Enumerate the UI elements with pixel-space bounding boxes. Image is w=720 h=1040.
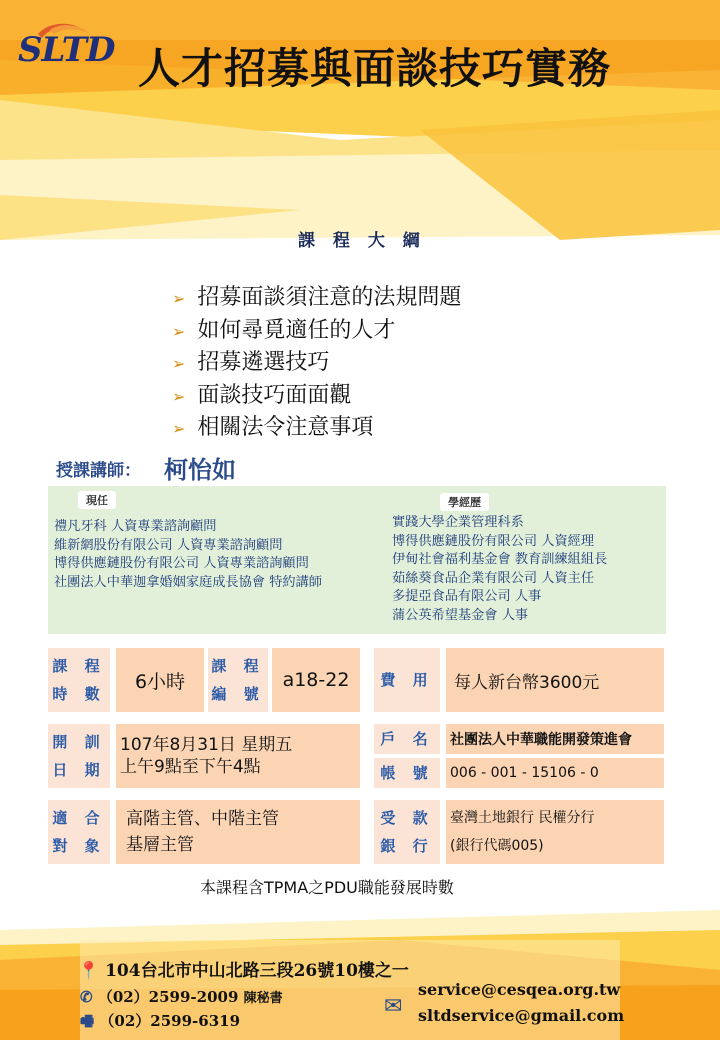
arrow-icon: ➢	[172, 386, 186, 406]
envelope-icon: ✉	[384, 994, 403, 1019]
target-audience-value: 高階主管、中階主管 基層主管	[116, 800, 360, 864]
account-name-label: 戶 名	[374, 724, 440, 754]
email-secondary[interactable]: sltdservice@gmail.com	[418, 1006, 625, 1025]
start-date-value: 107年8月31日 星期五 上午9點至下午4點	[116, 724, 360, 788]
list-item: 茹絲葵食品企業有限公司 人資主任	[392, 570, 595, 586]
arrow-icon: ➢	[172, 321, 186, 341]
phone-icon: ✆	[80, 988, 93, 1006]
list-item: 禮凡牙科 人資專業諮詢顧問	[54, 519, 217, 534]
logo-text: SLTD	[18, 30, 115, 70]
current-position-list	[54, 518, 322, 592]
start-date-label: 開 訓 日 期	[48, 724, 110, 788]
fee-value: 每人新台幣3600元	[446, 648, 664, 712]
list-item: 博得供應鏈股份有限公司 人資經理	[392, 533, 595, 549]
outline-item: ➢ 相關法令注意事項	[172, 415, 374, 440]
pdu-note: 本課程含TPMA之PDU職能發展時數	[200, 878, 454, 897]
hours-label: 課 程 時 數	[48, 648, 110, 712]
instructor-name: 柯怡如	[164, 455, 236, 484]
outline-title: 課 程 大 綱	[298, 231, 426, 251]
course-code-label: 課 程 編 號	[208, 648, 268, 712]
account-name-value: 社團法人中華職能開發策進會	[446, 724, 664, 754]
hours-value: 6小時	[116, 648, 204, 712]
list-item: 博得供應鏈股份有限公司 人資專業諮詢顧問	[54, 556, 309, 571]
receiving-bank-value: 臺灣土地銀行 民權分行 (銀行代碼005)	[446, 800, 664, 864]
fee-label: 費 用	[374, 648, 440, 712]
arrow-icon: ➢	[172, 419, 186, 438]
account-number-value: 006 - 001 - 15106 - 0	[446, 758, 664, 788]
outline-item: ➢ 招募遴選技巧	[172, 350, 330, 375]
list-item: 蒲公英希望基金會 人事	[392, 607, 529, 623]
receiving-bank-label: 受 款 銀 行	[374, 800, 440, 864]
course-code-value: a18-22	[272, 648, 360, 712]
list-item: 維新網股份有限公司 人資專業諮詢顧問	[54, 537, 283, 553]
instructor-label: 授課講師：	[56, 461, 141, 481]
outline-item: ➢ 招募面談須注意的法規問題	[172, 285, 462, 310]
list-item: 社團法人中華迦拿婚姻家庭成長協會 特約講師	[54, 574, 322, 590]
page-title: 人才招募與面談技巧實務	[138, 44, 612, 93]
experience-list	[392, 514, 607, 625]
fax: 🖷 （02）2599-6319	[80, 1012, 241, 1030]
outline-list	[172, 282, 461, 445]
experience-label: 學經歷	[440, 493, 489, 511]
location-pin-icon: 📍	[78, 961, 100, 981]
account-number-label: 帳 號	[374, 758, 440, 788]
fax-icon: 🖷	[80, 1012, 95, 1030]
email-primary[interactable]: service@cesqea.org.tw	[418, 980, 621, 999]
outline-item: ➢ 面談技巧面面觀	[172, 382, 352, 408]
target-audience-label: 適 合 對 象	[48, 800, 110, 864]
list-item: 多提亞食品有限公司 人事	[392, 589, 542, 604]
address: 📍 104台北市中山北路三段26號10樓之一	[78, 961, 409, 981]
list-item: 伊甸社會福利基金會 教育訓練組組長	[392, 552, 608, 567]
current-position-label: 現任	[78, 491, 116, 509]
phone: ✆ （02）2599-2009 陳秘書	[80, 988, 283, 1006]
list-item: 實踐大學企業管理科系	[392, 515, 524, 530]
arrow-icon: ➢	[172, 289, 186, 308]
arrow-icon: ➢	[172, 354, 186, 373]
outline-item: ➢ 如何尋覓適任的人才	[172, 317, 396, 343]
